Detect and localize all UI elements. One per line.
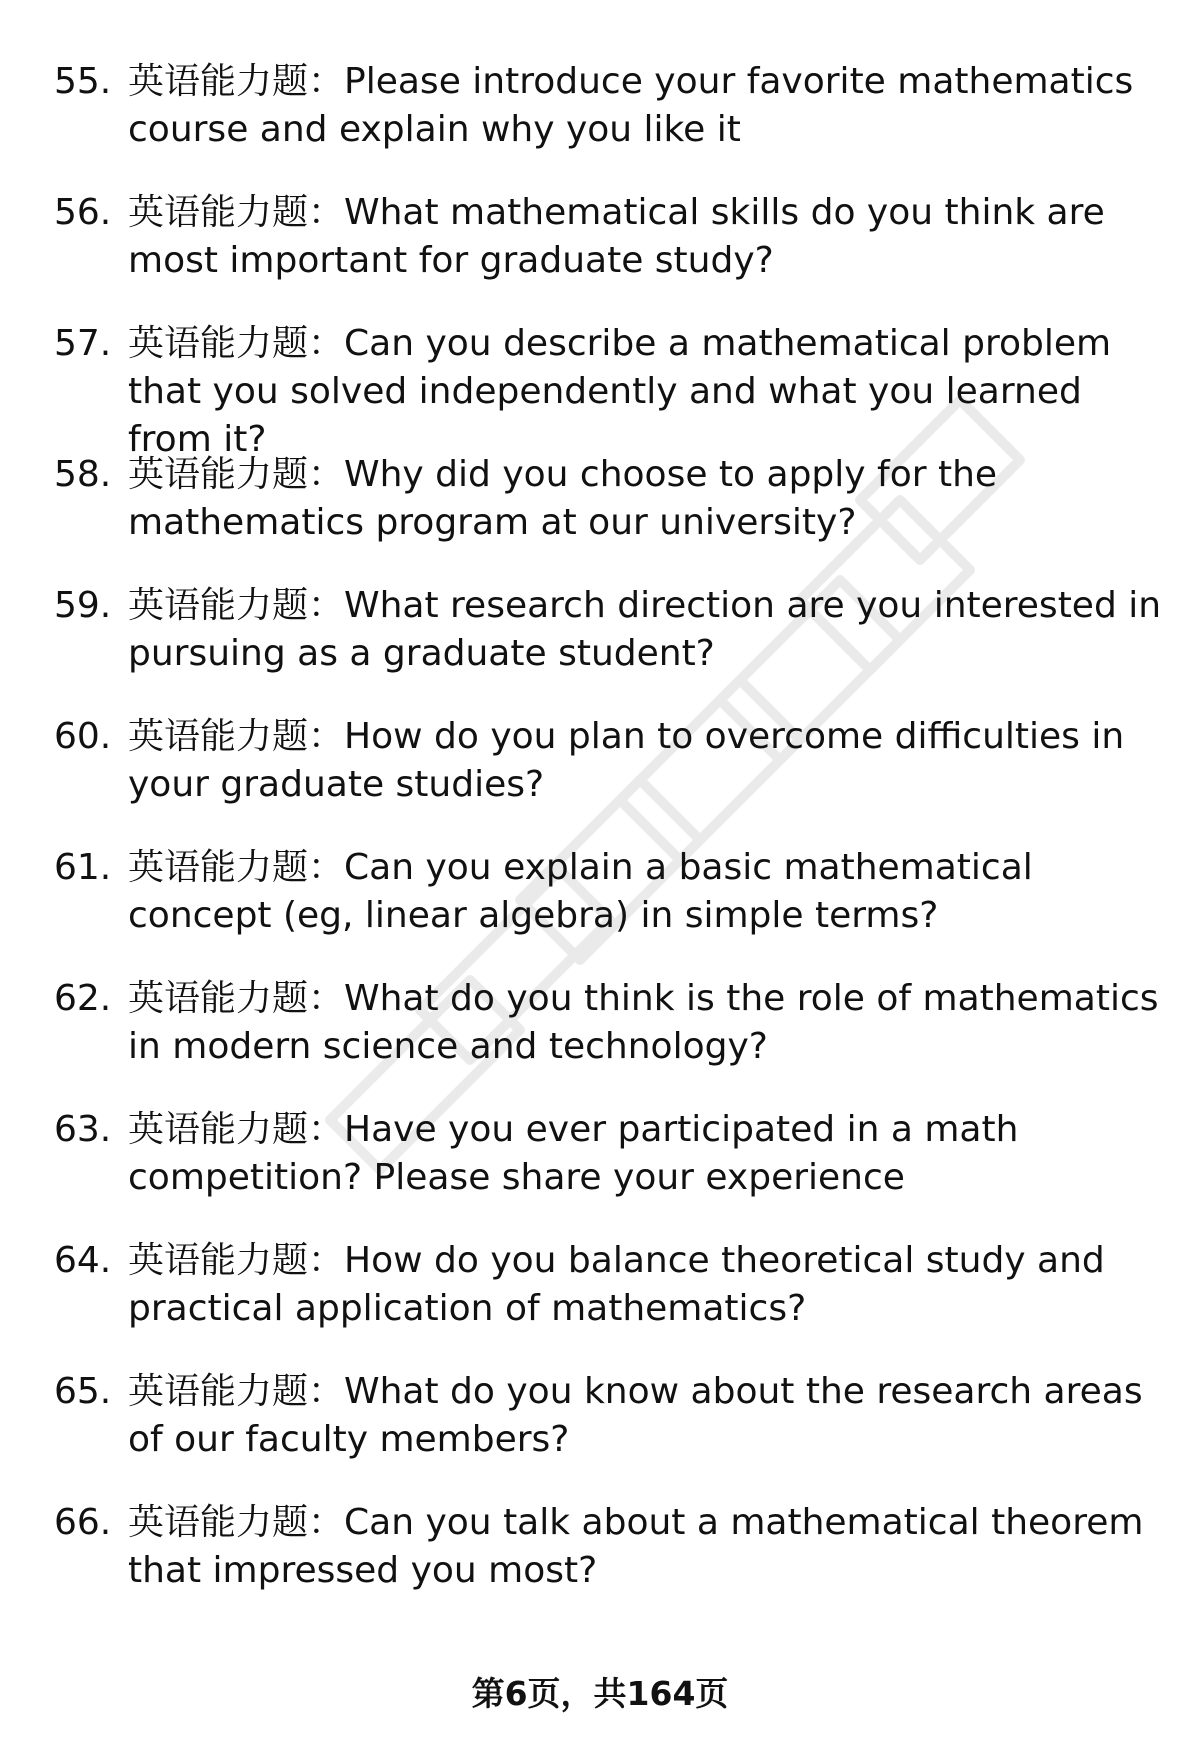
question-body (128, 713, 1168, 809)
question-body (128, 975, 1168, 1071)
question-tag: 英语能力题： (128, 847, 345, 888)
question-text: What do you think is the role of mathematics in modern science and technology? (128, 978, 1159, 1067)
question-tag: 英语能力题： (128, 1502, 345, 1543)
question-number: 58. (54, 454, 112, 495)
question-item (0, 713, 1200, 844)
question-item (0, 451, 1200, 582)
question-tag: 英语能力题： (128, 454, 345, 495)
question-body (128, 58, 1168, 154)
question-body (128, 582, 1168, 678)
question-tag: 英语能力题： (128, 1371, 345, 1412)
question-tag: 英语能力题： (128, 978, 345, 1019)
page-footer: 第6页，共164页 (471, 1674, 729, 1713)
question-item (0, 189, 1200, 320)
question-body (128, 1368, 1168, 1464)
question-text: How do you plan to overcome difficulties in your graduate studies? (128, 716, 1125, 805)
question-number: 59. (54, 585, 112, 626)
question-tag: 英语能力题： (128, 61, 345, 102)
question-number: 55. (54, 61, 112, 102)
question-item (0, 58, 1200, 189)
question-text: What do you know about the research areas of our faculty members? (128, 1371, 1143, 1460)
question-tag: 英语能力题： (128, 192, 345, 233)
question-text: Can you explain a basic mathematical concept (eg, linear algebra) in simple terms? (128, 847, 1033, 936)
question-text: Can you describe a mathematical problem that you solved independently and what you learned from it? (128, 323, 1112, 460)
question-text: What research direction are you interested in pursuing as a graduate student? (128, 585, 1162, 674)
question-item (0, 1106, 1200, 1237)
question-number: 62. (54, 978, 112, 1019)
question-text: What mathematical skills do you think are most important for graduate study? (128, 192, 1105, 281)
question-tag: 英语能力题： (128, 323, 345, 364)
question-number: 57. (54, 323, 112, 364)
question-body (128, 844, 1168, 940)
question-body (128, 1237, 1168, 1333)
question-body (128, 451, 1168, 547)
question-number: 65. (54, 1371, 112, 1412)
question-tag: 英语能力题： (128, 1109, 345, 1150)
question-item (0, 1368, 1200, 1499)
question-text: How do you balance theoretical study and practical application of mathematics? (128, 1240, 1105, 1329)
question-item (0, 320, 1200, 460)
question-number: 61. (54, 847, 112, 888)
question-number: 66. (54, 1502, 112, 1543)
question-item (0, 1237, 1200, 1368)
question-text: Please introduce your favorite mathematics course and explain why you like it (128, 61, 1134, 150)
question-text: Have you ever participated in a math competition? Please share your experience (128, 1109, 1019, 1198)
question-item (0, 844, 1200, 975)
question-number: 60. (54, 716, 112, 757)
question-text: Why did you choose to apply for the mathematics program at our university? (128, 454, 998, 543)
question-number: 63. (54, 1109, 112, 1150)
question-tag: 英语能力题： (128, 716, 345, 757)
question-item (0, 975, 1200, 1106)
question-item (0, 582, 1200, 713)
question-body (128, 1106, 1168, 1202)
question-body (128, 1499, 1168, 1595)
question-item (0, 1499, 1200, 1630)
question-text: Can you talk about a mathematical theorem that impressed you most? (128, 1502, 1144, 1591)
question-number: 56. (54, 192, 112, 233)
question-body (128, 320, 1168, 464)
question-tag: 英语能力题： (128, 585, 345, 626)
question-tag: 英语能力题： (128, 1240, 345, 1281)
question-list (0, 58, 1200, 1630)
question-number: 64. (54, 1240, 112, 1281)
question-body (128, 189, 1168, 285)
